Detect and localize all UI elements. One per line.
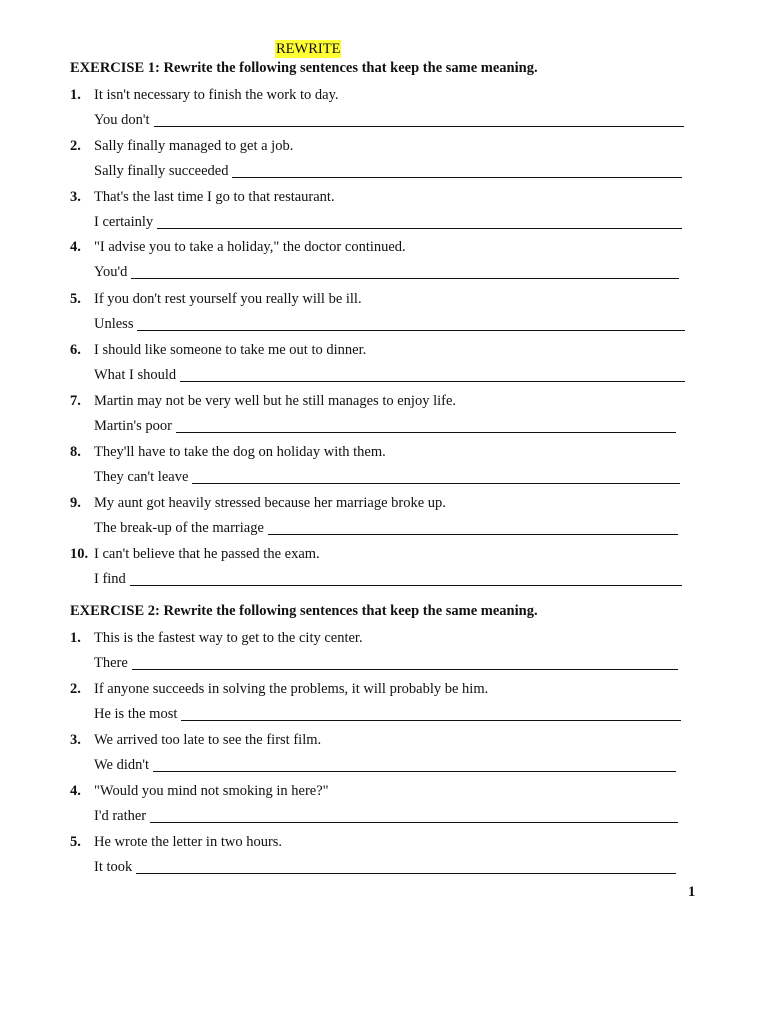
exercise-2-instruction: Rewrite the following sentences that keep the same meaning. (163, 603, 538, 619)
answer-blank[interactable] (181, 720, 681, 721)
exercise-1-heading (70, 60, 538, 77)
answer-blank[interactable] (180, 381, 685, 382)
item-number: 4. (70, 783, 81, 799)
item-number: 6. (70, 342, 81, 358)
exercise-2-item-1 (70, 629, 690, 672)
answer-blank[interactable] (232, 177, 682, 178)
worksheet-title: REWRITE (276, 41, 341, 57)
answer-blank[interactable] (137, 330, 685, 331)
exercise-1-item-4 (70, 238, 690, 281)
answer-blank[interactable] (176, 432, 676, 433)
answer-blank[interactable] (130, 585, 682, 586)
item-number: 5. (70, 834, 81, 850)
item-sentence: I can't believe that he passed the exam. (94, 546, 320, 562)
exercise-1-item-3 (70, 188, 690, 231)
exercise-2-item-4 (70, 782, 690, 825)
exercise-2-heading (70, 603, 538, 620)
item-sentence: That's the last time I go to that restaurant. (94, 189, 335, 205)
item-prompt: The break-up of the marriage (94, 520, 264, 536)
exercise-1-item-7 (70, 392, 690, 435)
item-sentence: My aunt got heavily stressed because her marriage broke up. (94, 495, 446, 511)
exercise-2-item-3 (70, 731, 690, 774)
answer-blank[interactable] (153, 771, 676, 772)
item-sentence: He wrote the letter in two hours. (94, 834, 283, 850)
item-sentence: Sally finally managed to get a job. (94, 138, 294, 154)
answer-blank[interactable] (154, 126, 684, 127)
answer-blank[interactable] (150, 822, 678, 823)
item-prompt: There (94, 655, 128, 671)
item-number: 8. (70, 444, 81, 460)
exercise-2-label: EXERCISE 2: (70, 603, 160, 619)
page-number: 1 (688, 884, 696, 900)
item-sentence: They'll have to take the dog on holiday with them. (94, 444, 386, 460)
exercise-2-item-2 (70, 680, 690, 723)
exercise-1-instruction: Rewrite the following sentences that keep the same meaning. (163, 60, 538, 76)
exercise-1-item-10 (70, 545, 690, 588)
answer-blank[interactable] (136, 873, 676, 874)
exercise-1-item-5 (70, 290, 690, 333)
item-number: 7. (70, 393, 81, 409)
item-sentence: This is the fastest way to get to the city center. (94, 630, 363, 646)
exercise-2-item-5 (70, 833, 690, 876)
item-prompt: He is the most (94, 706, 178, 722)
exercise-1-item-1 (70, 86, 690, 129)
item-sentence: We arrived too late to see the first film. (94, 732, 322, 748)
item-number: 1. (70, 630, 81, 646)
item-number: 2. (70, 138, 81, 154)
exercise-1-item-9 (70, 494, 690, 537)
item-prompt: You'd (94, 264, 128, 280)
item-prompt: I'd rather (94, 808, 147, 824)
item-prompt: What I should (94, 367, 177, 383)
item-sentence: Martin may not be very well but he still manages to enjoy life. (94, 393, 457, 409)
item-number: 9. (70, 495, 81, 511)
item-number: 10. (70, 546, 89, 562)
item-prompt: You don't (94, 112, 150, 128)
item-sentence: It isn't necessary to finish the work to day. (94, 87, 339, 103)
exercise-1-item-2 (70, 137, 690, 180)
item-prompt: They can't leave (94, 469, 189, 485)
item-number: 3. (70, 189, 81, 205)
item-number: 4. (70, 239, 81, 255)
item-prompt: It took (94, 859, 133, 875)
item-sentence: "Would you mind not smoking in here?" (94, 783, 329, 799)
item-prompt: I find (94, 571, 126, 587)
item-number: 5. (70, 291, 81, 307)
answer-blank[interactable] (132, 669, 678, 670)
item-number: 2. (70, 681, 81, 697)
item-prompt: Unless (94, 316, 134, 332)
answer-blank[interactable] (157, 228, 682, 229)
item-sentence: If anyone succeeds in solving the problems, it will probably be him. (94, 681, 489, 697)
item-prompt: Martin's poor (94, 418, 172, 434)
item-sentence: If you don't rest yourself you really will be ill. (94, 291, 362, 307)
item-prompt: We didn't (94, 757, 150, 773)
exercise-1-label: EXERCISE 1: (70, 60, 160, 76)
item-number: 1. (70, 87, 81, 103)
answer-blank[interactable] (192, 483, 680, 484)
item-sentence: I should like someone to take me out to dinner. (94, 342, 367, 358)
item-number: 3. (70, 732, 81, 748)
exercise-1-item-6 (70, 341, 690, 384)
answer-blank[interactable] (268, 534, 678, 535)
exercise-1-item-8 (70, 443, 690, 486)
item-sentence: "I advise you to take a holiday," the doctor continued. (94, 239, 406, 255)
answer-blank[interactable] (131, 278, 679, 279)
item-prompt: I certainly (94, 214, 154, 230)
item-prompt: Sally finally succeeded (94, 163, 229, 179)
